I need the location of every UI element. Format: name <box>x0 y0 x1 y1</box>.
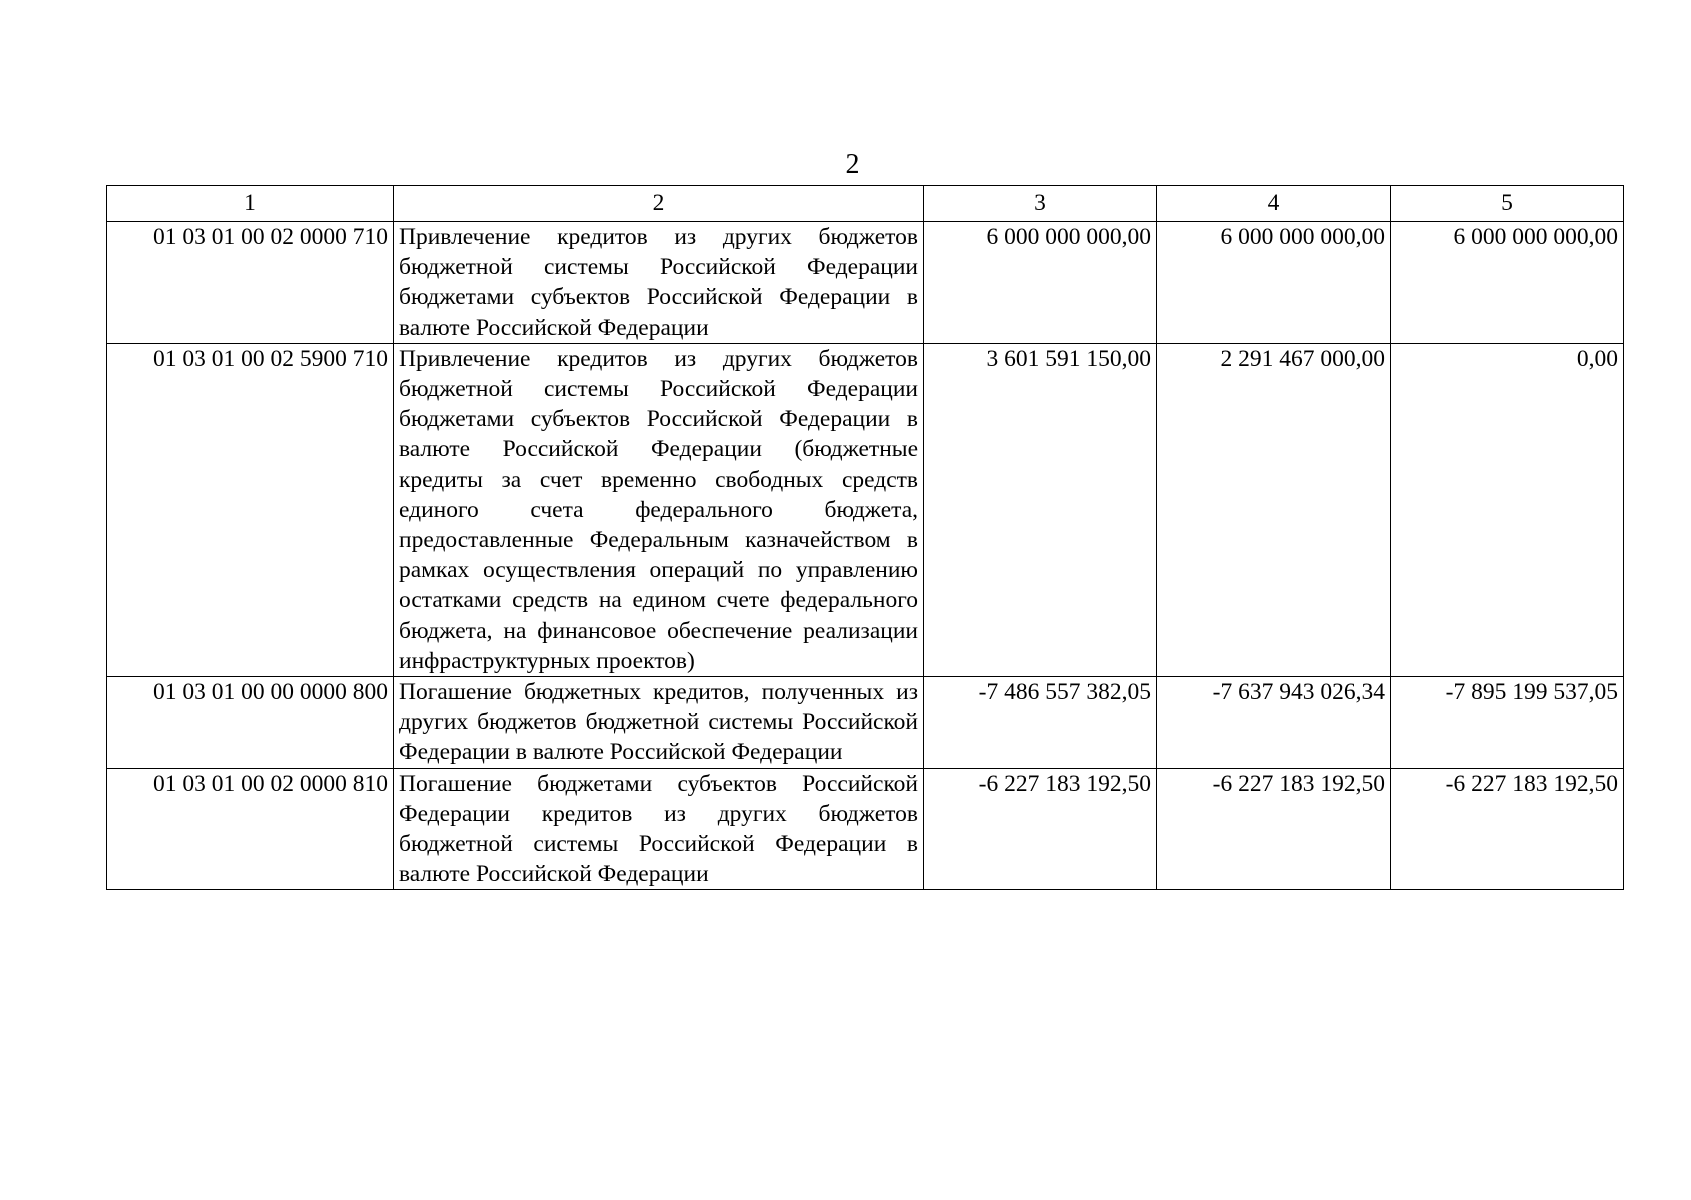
page-number: 2 <box>845 149 860 180</box>
table-row <box>107 222 1624 344</box>
budget-code: 01 03 01 00 00 0000 800 <box>107 677 394 769</box>
amount-col-4: -7 637 943 026,34 <box>1157 677 1391 769</box>
amount-col-4: -6 227 183 192,50 <box>1157 768 1391 890</box>
row-description: Привлечение кредитов из других бюджетов бюджетной системы Российской Федерации бюджетами субъектов Российской Федерации в валюте Российской Федерации <box>394 222 924 344</box>
budget-code: 01 03 01 00 02 0000 810 <box>107 768 394 890</box>
table-row <box>107 768 1624 890</box>
amount-col-4: 6 000 000 000,00 <box>1157 222 1391 344</box>
table-row <box>107 343 1624 676</box>
amount-col-3: 3 601 591 150,00 <box>924 343 1157 676</box>
row-description: Погашение бюджетных кредитов, полученных из других бюджетов бюджетной системы Российской Федерации в валюте Российской Федерации <box>394 677 924 769</box>
budget-code: 01 03 01 00 02 0000 710 <box>107 222 394 344</box>
budget-code: 01 03 01 00 02 5900 710 <box>107 343 394 676</box>
amount-col-3: -7 486 557 382,05 <box>924 677 1157 769</box>
column-header-4: 4 <box>1157 186 1391 222</box>
row-description: Погашение бюджетами субъектов Российской Федерации кредитов из других бюджетов бюджетной системы Российской Федерации в валюте Российской Федерации <box>394 768 924 890</box>
column-header-5: 5 <box>1391 186 1624 222</box>
amount-col-5: 6 000 000 000,00 <box>1391 222 1624 344</box>
budget-sources-table <box>106 185 1624 890</box>
amount-col-4: 2 291 467 000,00 <box>1157 343 1391 676</box>
amount-col-5: 0,00 <box>1391 343 1624 676</box>
amount-col-3: -6 227 183 192,50 <box>924 768 1157 890</box>
table-header-row <box>107 186 1624 222</box>
amount-col-3: 6 000 000 000,00 <box>924 222 1157 344</box>
column-header-1: 1 <box>107 186 394 222</box>
column-header-3: 3 <box>924 186 1157 222</box>
table-row <box>107 677 1624 769</box>
amount-col-5: -6 227 183 192,50 <box>1391 768 1624 890</box>
row-description: Привлечение кредитов из других бюджетов бюджетной системы Российской Федерации бюджетами субъектов Российской Федерации в валюте Российской Федерации (бюджетные кредиты за счет временно свободных средств единого счета федерального бюджета, предоставленные Федеральным казначейством в рамках осуществления операций по управлению остатками средств на едином счете федерального бюджета, на финансовое обеспечение реализации инфраструктурных проектов) <box>394 343 924 676</box>
column-header-2: 2 <box>394 186 924 222</box>
amount-col-5: -7 895 199 537,05 <box>1391 677 1624 769</box>
